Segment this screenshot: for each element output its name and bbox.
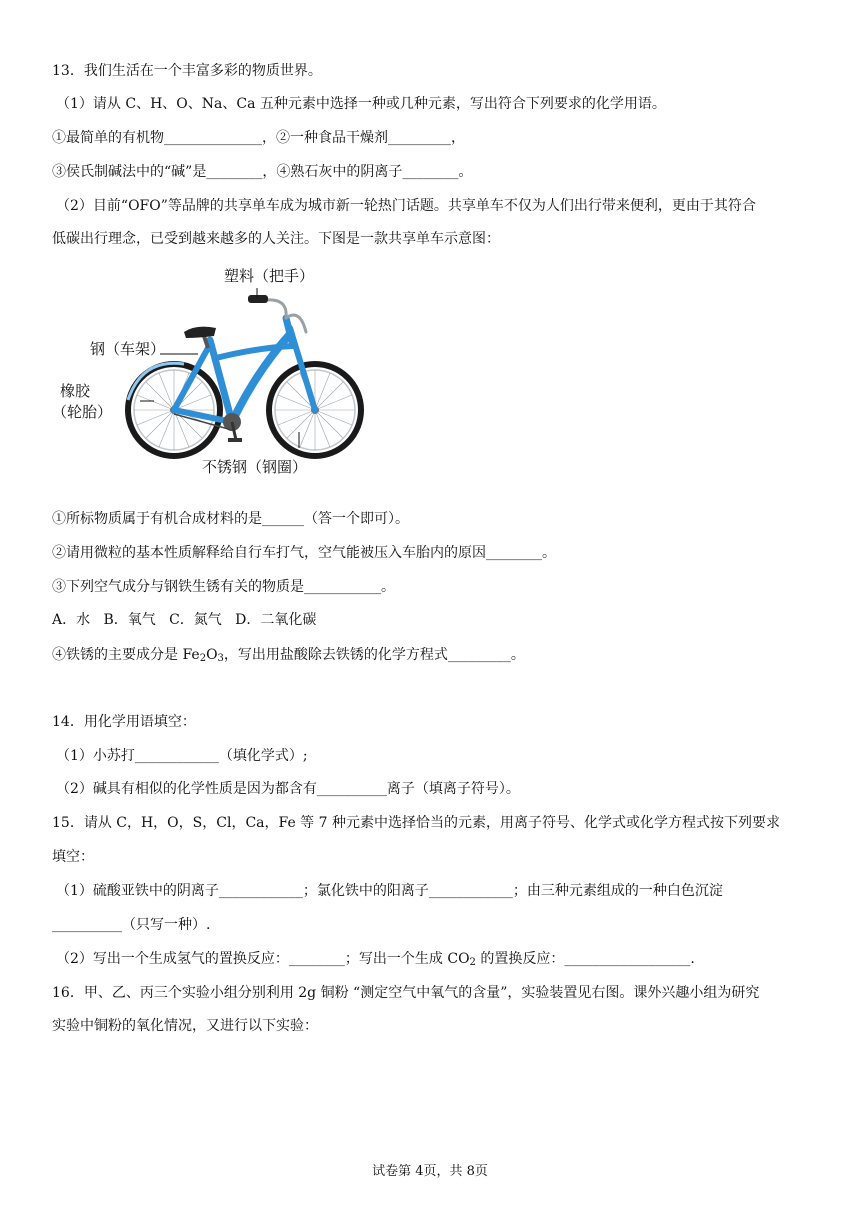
label-steel-frame: 钢（车架） xyxy=(90,340,166,358)
bicycle-illustration xyxy=(86,262,376,484)
label-tire: （轮胎） xyxy=(52,403,113,421)
q15-title-line1: 15．请从 C，H，O，S，Cl，Ca，Fe 等 7 种元素中选择恰当的元素，用离子符号、化学式或化学方程式按下列要求 xyxy=(52,815,780,831)
shared-bike-figure xyxy=(52,262,376,484)
q15-line3: （2）写出一个生成氢气的置换反应：________；写出一个生成 $CO_2$ 的置换反应：__________________. xyxy=(56,951,695,968)
q14-title: 14．用化学用语填空： xyxy=(52,714,196,730)
label-rubber: 橡胶 xyxy=(60,382,91,400)
q13-options: A．水 B．氧气 C．氮气 D．二氧化碳 xyxy=(52,612,317,628)
q13-part1-line2: ③侯氏制碱法中的“碱”是________，④熟石灰中的阴离子________。 xyxy=(52,164,473,180)
q16-line2: 实验中铜粉的氧化情况，又进行以下实验： xyxy=(52,1018,318,1034)
q13-title: 13．我们生活在一个丰富多彩的物质世界。 xyxy=(52,63,322,79)
q16-line1: 16．甲、乙、丙三个实验小组分别利用 2g 铜粉 “测定空气中氧气的含量”，实验装置见右图。课外兴趣小组为研究 xyxy=(52,985,760,1001)
pedal xyxy=(228,438,242,442)
q13-part1-line1: ①最简单的有机物______________，②一种食品干燥剂_________， xyxy=(52,130,465,146)
q13-sub3: ③下列空气成分与钢铁生锈有关的物质是___________。 xyxy=(52,579,395,595)
seat xyxy=(184,327,216,338)
q14-line1: （1）小苏打____________（填化学式）; xyxy=(56,748,308,764)
q15-line2: __________（只写一种）. xyxy=(52,917,211,933)
q15-title-line2: 填空： xyxy=(52,849,94,865)
q13-part2-line2: 低碳出行理念，已受到越来越多的人关注。下图是一款共享单车示意图： xyxy=(52,231,500,247)
q13-sub2: ②请用微粒的基本性质解释给自行车打气，空气能被压入车胎内的原因________。 xyxy=(52,545,556,561)
q13-sub4: ④铁锈的主要成分是 $Fe_2O_3$，写出用盐酸除去铁锈的化学方程式_________。 xyxy=(52,647,525,664)
page-footer: 试卷第 4页，共 8页 xyxy=(372,1164,488,1179)
q15-line1: （1）硫酸亚铁中的阴离子____________；氯化铁中的阳离子____________；由三种元素组成的一种白色沉淀 xyxy=(56,883,723,899)
q13-part2-line1: （2）目前“OFO”等品牌的共享单车成为城市新一轮热门话题。共享单车不仅为人们出行带来便利，更由于其符合 xyxy=(56,198,756,214)
q13-part1-intro: （1）请从 C、H、O、Na、Ca 五种元素中选择一种或几种元素，写出符合下列要求的化学用语。 xyxy=(56,96,666,112)
q14-line2: （2）碱具有相似的化学性质是因为都含有__________离子（填离子符号）。 xyxy=(56,781,520,797)
q13-sub1: ①所标物质属于有机合成材料的是______（答一个即可）。 xyxy=(52,511,409,527)
label-stainless-rim: 不锈钢（钢圈） xyxy=(202,458,308,476)
handle-grip xyxy=(248,295,268,303)
label-plastic-handle: 塑料（把手） xyxy=(224,267,315,285)
